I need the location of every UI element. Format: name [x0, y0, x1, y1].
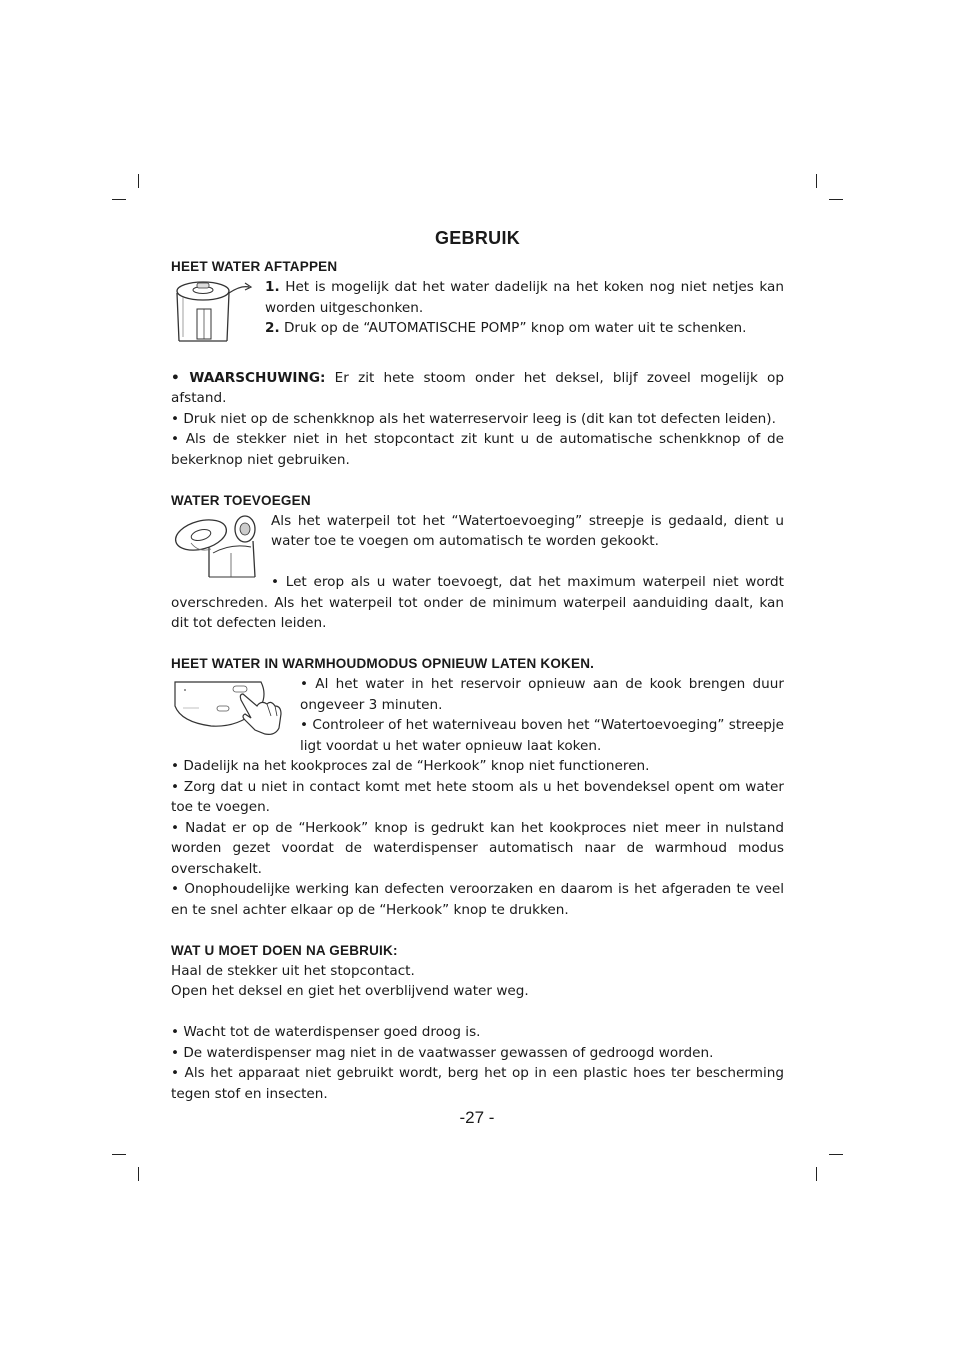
control-panel-hand-press-illustration — [171, 676, 286, 738]
section-add-water — [171, 491, 784, 634]
crop-mark — [138, 1167, 139, 1181]
bullet: • Als de stekker niet in het stopcontact zit kunt u de automatische schenkknop of de bekerknop niet gebruiken. — [171, 431, 784, 468]
instruction-line: Haal de stekker uit het stopcontact. — [171, 962, 415, 979]
bullet: • Controleer of het waterniveau boven het “Watertoevoeging” streepje ligt voordat u het water opnieuw laat koken. — [300, 717, 784, 754]
bullet: • Als het apparaat niet gebruikt wordt, berg het op in een plastic hoes ter bescherming tegen stof en insecten. — [171, 1065, 784, 1102]
section-heading: WATER TOEVOEGEN — [171, 492, 311, 508]
bullet: • Druk niet op de schenkknop als het waterreservoir leeg is (dit kan tot defecten leiden). — [171, 410, 776, 427]
section-heading: WAT U MOET DOEN NA GEBRUIK: — [171, 942, 398, 958]
crop-mark — [138, 174, 139, 188]
section-heading: HEET WATER AFTAPPEN — [171, 259, 338, 274]
crop-mark — [829, 199, 843, 200]
bullet: • Zorg dat u niet in contact komt met hete stoom als u het bovendeksel opent om water toe te voegen. — [171, 778, 784, 815]
bullet: • Onophoudelijke werking kan defecten veroorzaken en daarom is het afgeraden te veel en te snel achter elkaar op de “Herkook” knop te drukken. — [171, 881, 784, 918]
thermopot-open-lid-icon — [171, 513, 261, 579]
crop-mark — [829, 1154, 843, 1155]
thermopot-pump-icon — [171, 279, 255, 345]
section-after-use — [171, 941, 784, 1105]
bullet: • De waterdispenser mag niet in de vaatwasser gewassen of gedroogd worden. — [171, 1044, 714, 1061]
paragraph: Als het waterpeil tot het “Watertoevoeging” streepje is gedaald, dient u water toe te voegen om automatisch te worden gekookt. — [271, 512, 784, 549]
control-panel-hand-icon — [171, 676, 286, 738]
step-1: 1. Het is mogelijk dat het water dadelijk na het koken nog niet netjes kan worden uitgeschonken. — [265, 279, 784, 316]
bullet: • Let erop als u water toevoegt, dat het maximum waterpeil niet wordt overschreden. Als het waterpeil tot onder de minimum waterpeil aanduiding daalt, kan dit tot defecten leiden. — [171, 574, 784, 631]
page-content — [171, 228, 784, 1104]
crop-mark — [816, 1167, 817, 1181]
crop-mark — [816, 174, 817, 188]
section-hot-water-tap — [171, 257, 784, 470]
section-heading: HEET WATER IN WARMHOUDMODUS OPNIEUW LATEN KOKEN. — [171, 656, 595, 671]
page-number: -27 - — [459, 1108, 495, 1127]
page-title: GEBRUIK — [434, 228, 521, 248]
bullet: • Nadat er op de “Herkook” knop is gedrukt kan het kookproces niet meer in nulstand worden gezet voordat de waterdispenser automatisch naar de warmhoud modus overschakelt. — [171, 819, 784, 877]
bullet: • Dadelijk na het kookproces zal de “Herkook” knop niet functioneren. — [171, 758, 650, 774]
crop-mark — [112, 199, 126, 200]
step-2: 2. Druk op de “AUTOMATISCHE POMP” knop om water uit te schenken. — [265, 320, 747, 336]
instruction-line: Open het deksel en giet het overblijvend water weg. — [171, 983, 529, 999]
section-reboil — [171, 654, 784, 920]
thermopot-pump-illustration — [171, 279, 255, 345]
bullet: • Al het water in het reservoir opnieuw aan de kook brengen duur ongeveer 3 minuten. — [300, 676, 784, 713]
bullet: • Wacht tot de waterdispenser goed droog is. — [171, 1024, 481, 1040]
warning: • WAARSCHUWING: Er zit hete stoom onder het deksel, blijf zoveel mogelijk op afstand. — [171, 369, 784, 406]
crop-mark — [112, 1154, 126, 1155]
thermopot-open-lid-illustration — [171, 513, 261, 579]
